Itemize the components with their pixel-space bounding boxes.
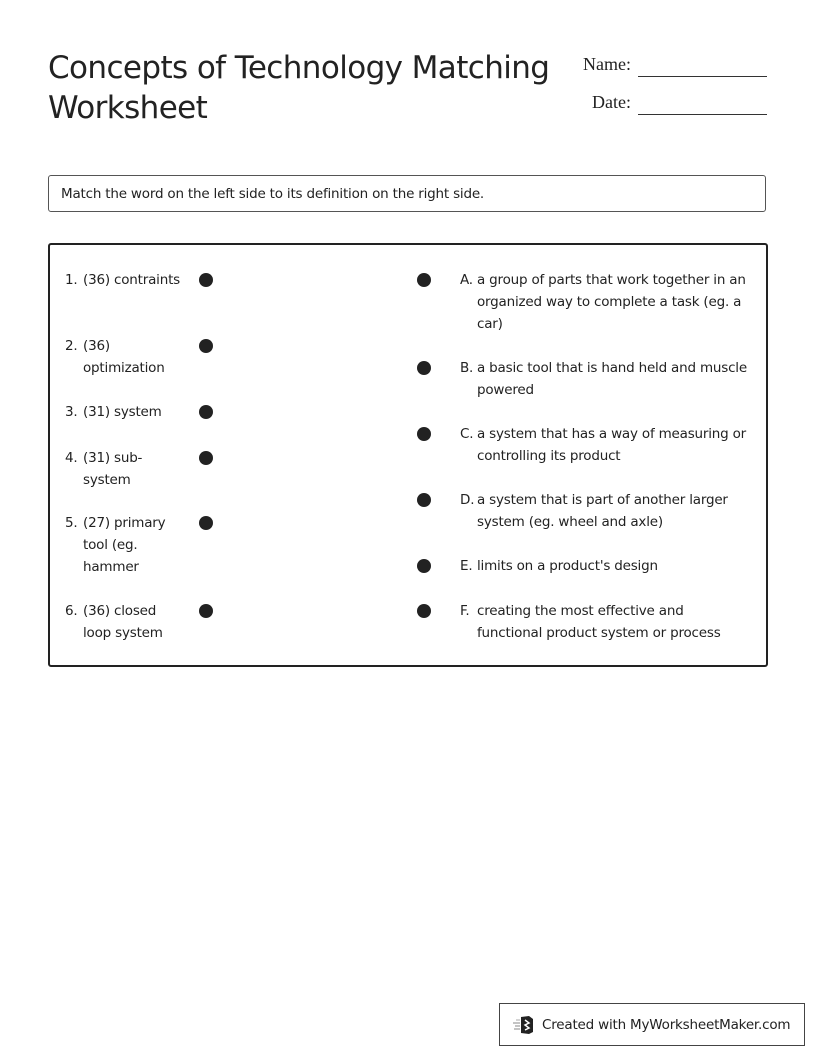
term-text: (36) contraints	[83, 272, 180, 288]
page-title: Concepts of Technology Matching Worksheet	[48, 50, 550, 126]
definition-text: limits on a product's design	[477, 558, 658, 574]
definition-letter: C.	[460, 426, 474, 442]
footer-text: Created with MyWorksheetMaker.com	[542, 1016, 791, 1033]
term-number: 4.	[65, 450, 78, 466]
definition-match-dot[interactable]	[417, 493, 431, 507]
term-match-dot[interactable]	[199, 405, 213, 419]
term-text: (31) sub-system	[83, 450, 143, 488]
name-input-line[interactable]	[638, 76, 767, 77]
definition-text: a system that has a way of measuring or controlling its product	[477, 426, 747, 464]
term-text: (27) primary tool (eg. hammer	[83, 515, 166, 575]
term-match-dot[interactable]	[199, 516, 213, 530]
term-item	[65, 447, 183, 491]
term-text: (36) optimization	[83, 338, 165, 376]
definition-letter: B.	[460, 360, 474, 376]
date-label: Date:	[592, 92, 631, 112]
definition-match-dot[interactable]	[417, 273, 431, 287]
name-label: Name:	[583, 54, 631, 74]
definition-text: a group of parts that work together in an organized way to complete a task (eg. a car)	[477, 272, 746, 332]
term-text: (31) system	[83, 404, 162, 420]
term-match-dot[interactable]	[199, 451, 213, 465]
term-text: (36) closed loop system	[83, 603, 163, 641]
definition-letter: A.	[460, 272, 473, 288]
definition-letter: E.	[460, 558, 473, 574]
definition-text: a system that is part of another larger system (eg. wheel and axle)	[477, 492, 728, 530]
definition-letter: F.	[460, 603, 470, 619]
term-item	[65, 401, 183, 423]
term-number: 1.	[65, 272, 78, 288]
definition-text: a basic tool that is hand held and muscle powered	[477, 360, 747, 398]
term-item	[65, 335, 183, 379]
term-item	[65, 512, 183, 578]
definition-match-dot[interactable]	[417, 427, 431, 441]
created-with-badge[interactable]	[499, 1003, 805, 1046]
definition-match-dot[interactable]	[417, 361, 431, 375]
term-item	[65, 269, 183, 291]
term-number: 2.	[65, 338, 78, 354]
term-match-dot[interactable]	[199, 604, 213, 618]
date-input-line[interactable]	[638, 114, 767, 115]
definition-item	[460, 555, 750, 577]
definition-item	[460, 357, 750, 401]
term-number: 3.	[65, 404, 78, 420]
term-number: 6.	[65, 603, 78, 619]
definition-match-dot[interactable]	[417, 559, 431, 573]
definition-item	[460, 600, 750, 644]
definition-item	[460, 489, 750, 533]
term-item	[65, 600, 183, 644]
term-match-dot[interactable]	[199, 339, 213, 353]
term-number: 5.	[65, 515, 78, 531]
definition-match-dot[interactable]	[417, 604, 431, 618]
definition-letter: D.	[460, 492, 475, 508]
definition-text: creating the most effective and functional product system or process	[477, 603, 721, 641]
term-match-dot[interactable]	[199, 273, 213, 287]
definition-item	[460, 423, 750, 467]
instructions-box: Match the word on the left side to its definition on the right side.	[48, 175, 766, 212]
definition-item	[460, 269, 750, 335]
worksheet-maker-logo-icon	[512, 1015, 536, 1035]
